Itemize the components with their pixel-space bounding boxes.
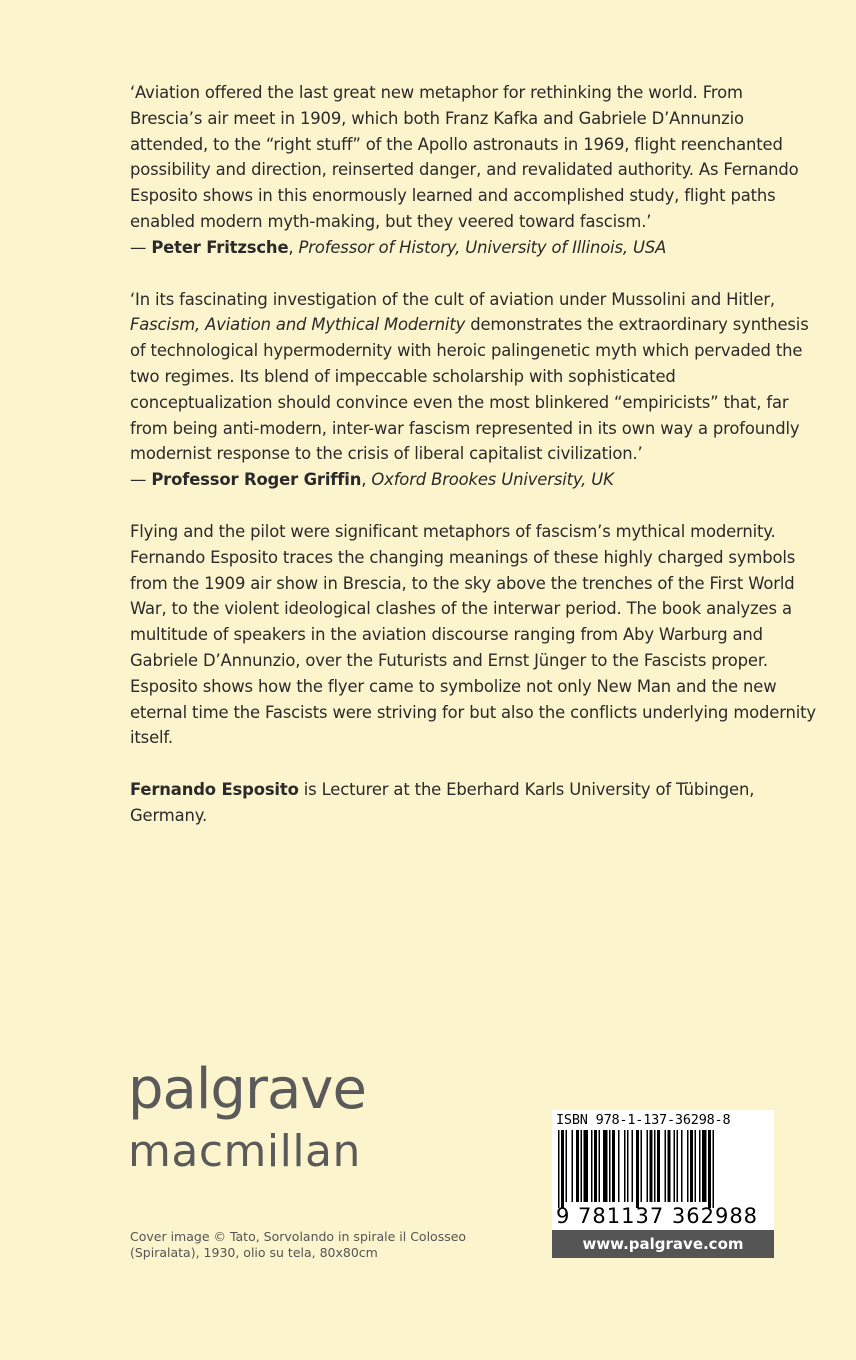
author-bio-name: Fernando Esposito bbox=[130, 780, 299, 800]
logo-line-macmillan: macmillan bbox=[128, 1126, 361, 1177]
cover-image-credit: Cover image © Tato, Sorvolando in spirale il Colosseo (Spiralata), 1930, olio su tela, 80x80cm bbox=[130, 1229, 467, 1260]
quote-book-title: Fascism, Aviation and Mythical Modernity bbox=[130, 315, 466, 335]
barcode-bar bbox=[572, 1130, 574, 1202]
barcode-bar bbox=[668, 1130, 671, 1202]
barcode-bar bbox=[641, 1130, 643, 1202]
quote-attribution: — Peter Fritzsche, Professor of History, University of Illinois, USA bbox=[130, 237, 667, 257]
barcode-bar bbox=[687, 1130, 689, 1202]
barcode-bar bbox=[576, 1130, 579, 1202]
publisher-website: www.palgrave.com bbox=[552, 1230, 774, 1258]
barcode-bar bbox=[708, 1130, 711, 1208]
barcode-bar bbox=[674, 1130, 676, 1202]
barcode-bar bbox=[566, 1130, 568, 1202]
quote-fritzsche bbox=[130, 80, 820, 261]
barcode-bar bbox=[594, 1130, 597, 1202]
quote-text: ‘Aviation offered the last great new metaphor for rethinking the world. From Brescia’s air meet in 1909, which both Franz Kafka and Gabriele D’Annunzio attended, to the “right stuff” of the Apollo astronauts in 1969, flight reenchanted possibility and direction, reinserted danger, and revalidated authority. As Fernando Esposito shows in this enormously learned and accomplished study, flight paths enabled modern myth-making, but they veered toward fascism.’ bbox=[130, 83, 799, 231]
barcode-bar bbox=[657, 1130, 660, 1202]
barcode-bar bbox=[713, 1130, 715, 1208]
barcode-bar bbox=[581, 1130, 583, 1202]
quote-author: Professor Roger Griffin bbox=[151, 470, 362, 490]
barcode-bar bbox=[561, 1130, 564, 1208]
barcode-bar bbox=[618, 1130, 620, 1202]
quote-author: Peter Fritzsche bbox=[151, 237, 289, 257]
barcode-bar bbox=[603, 1130, 608, 1202]
attribution-dash: — bbox=[130, 470, 152, 490]
publisher-logo bbox=[128, 1057, 366, 1177]
quote-attribution: — Professor Roger Griffin, Oxford Brookes University, UK bbox=[130, 470, 614, 490]
barcode-bar bbox=[558, 1130, 560, 1208]
quote-affiliation: Professor of History, University of Illinois, USA bbox=[298, 237, 667, 257]
barcode-bar bbox=[624, 1130, 626, 1202]
book-description: Flying and the pilot were significant metaphors of fascism’s mythical modernity. Fernando Esposito traces the changing meanings of these highly charged symbols from the 1909 air show in Brescia, to the sky above the trenches of the First World War, to the violent ideological clashes of the interwar period. The book analyzes a multitude of speakers in the aviation discourse ranging from Aby Warburg and Gabriele D’Annunzio, over the Futurists and Ernst Jünger to the Fascists proper. Esposito shows how the flyer came to symbolize not only New Man and the new eternal time the Fascists were striving for but also the conflicts underlying modernity itself. bbox=[130, 521, 816, 748]
barcode-bar bbox=[647, 1130, 649, 1202]
barcode-bar bbox=[627, 1130, 629, 1202]
isbn-label: ISBN 978-1-137-36298-8 bbox=[556, 1112, 731, 1128]
isbn-digits: 9 781137 362988 bbox=[556, 1204, 759, 1228]
barcode-bar bbox=[612, 1130, 615, 1202]
barcode-bar bbox=[699, 1130, 701, 1202]
barcode-bar bbox=[599, 1130, 601, 1202]
barcode-bar bbox=[695, 1130, 697, 1202]
quote-affiliation: Oxford Brookes University, UK bbox=[371, 470, 614, 490]
isbn-barcode bbox=[552, 1110, 774, 1230]
quote-griffin bbox=[130, 287, 820, 493]
barcode-bar bbox=[690, 1130, 693, 1202]
barcode-bar bbox=[677, 1130, 679, 1202]
barcode-bar bbox=[636, 1130, 639, 1208]
barcode-bar bbox=[702, 1130, 707, 1202]
quote-text-intro: ‘In its fascinating investigation of the cult of aviation under Mussolini and Hitler, bbox=[130, 289, 775, 309]
barcode-bar bbox=[654, 1130, 656, 1202]
author-bio-text: is Lecturer at the Eberhard Karls University of Tübingen, Germany. bbox=[130, 780, 755, 825]
barcode-bar bbox=[632, 1130, 634, 1202]
barcode-bars bbox=[552, 1130, 774, 1208]
barcode-bar bbox=[665, 1130, 667, 1202]
back-cover-text bbox=[130, 80, 820, 855]
barcode-bar bbox=[681, 1130, 683, 1202]
barcode-bar bbox=[609, 1130, 611, 1202]
barcode-bar bbox=[591, 1130, 593, 1202]
quote-text-rest: demonstrates the extraordinary synthesis of technological hypermodernity with heroic palingenetic myth which pervaded the two regimes. Its blend of impeccable scholarship with sophisticated conceptualization should convince even the most blinkered “empiricists” that, far from being anti-modern, inter-war fascism represented in its own way a profoundly modernist response to the crisis of liberal capitalist civilization.’ bbox=[130, 315, 809, 464]
attribution-dash: — bbox=[130, 237, 152, 257]
barcode-bar bbox=[584, 1130, 589, 1202]
logo-line-palgrave: palgrave bbox=[128, 1057, 366, 1122]
barcode-bar bbox=[650, 1130, 653, 1202]
author-bio bbox=[130, 777, 820, 829]
